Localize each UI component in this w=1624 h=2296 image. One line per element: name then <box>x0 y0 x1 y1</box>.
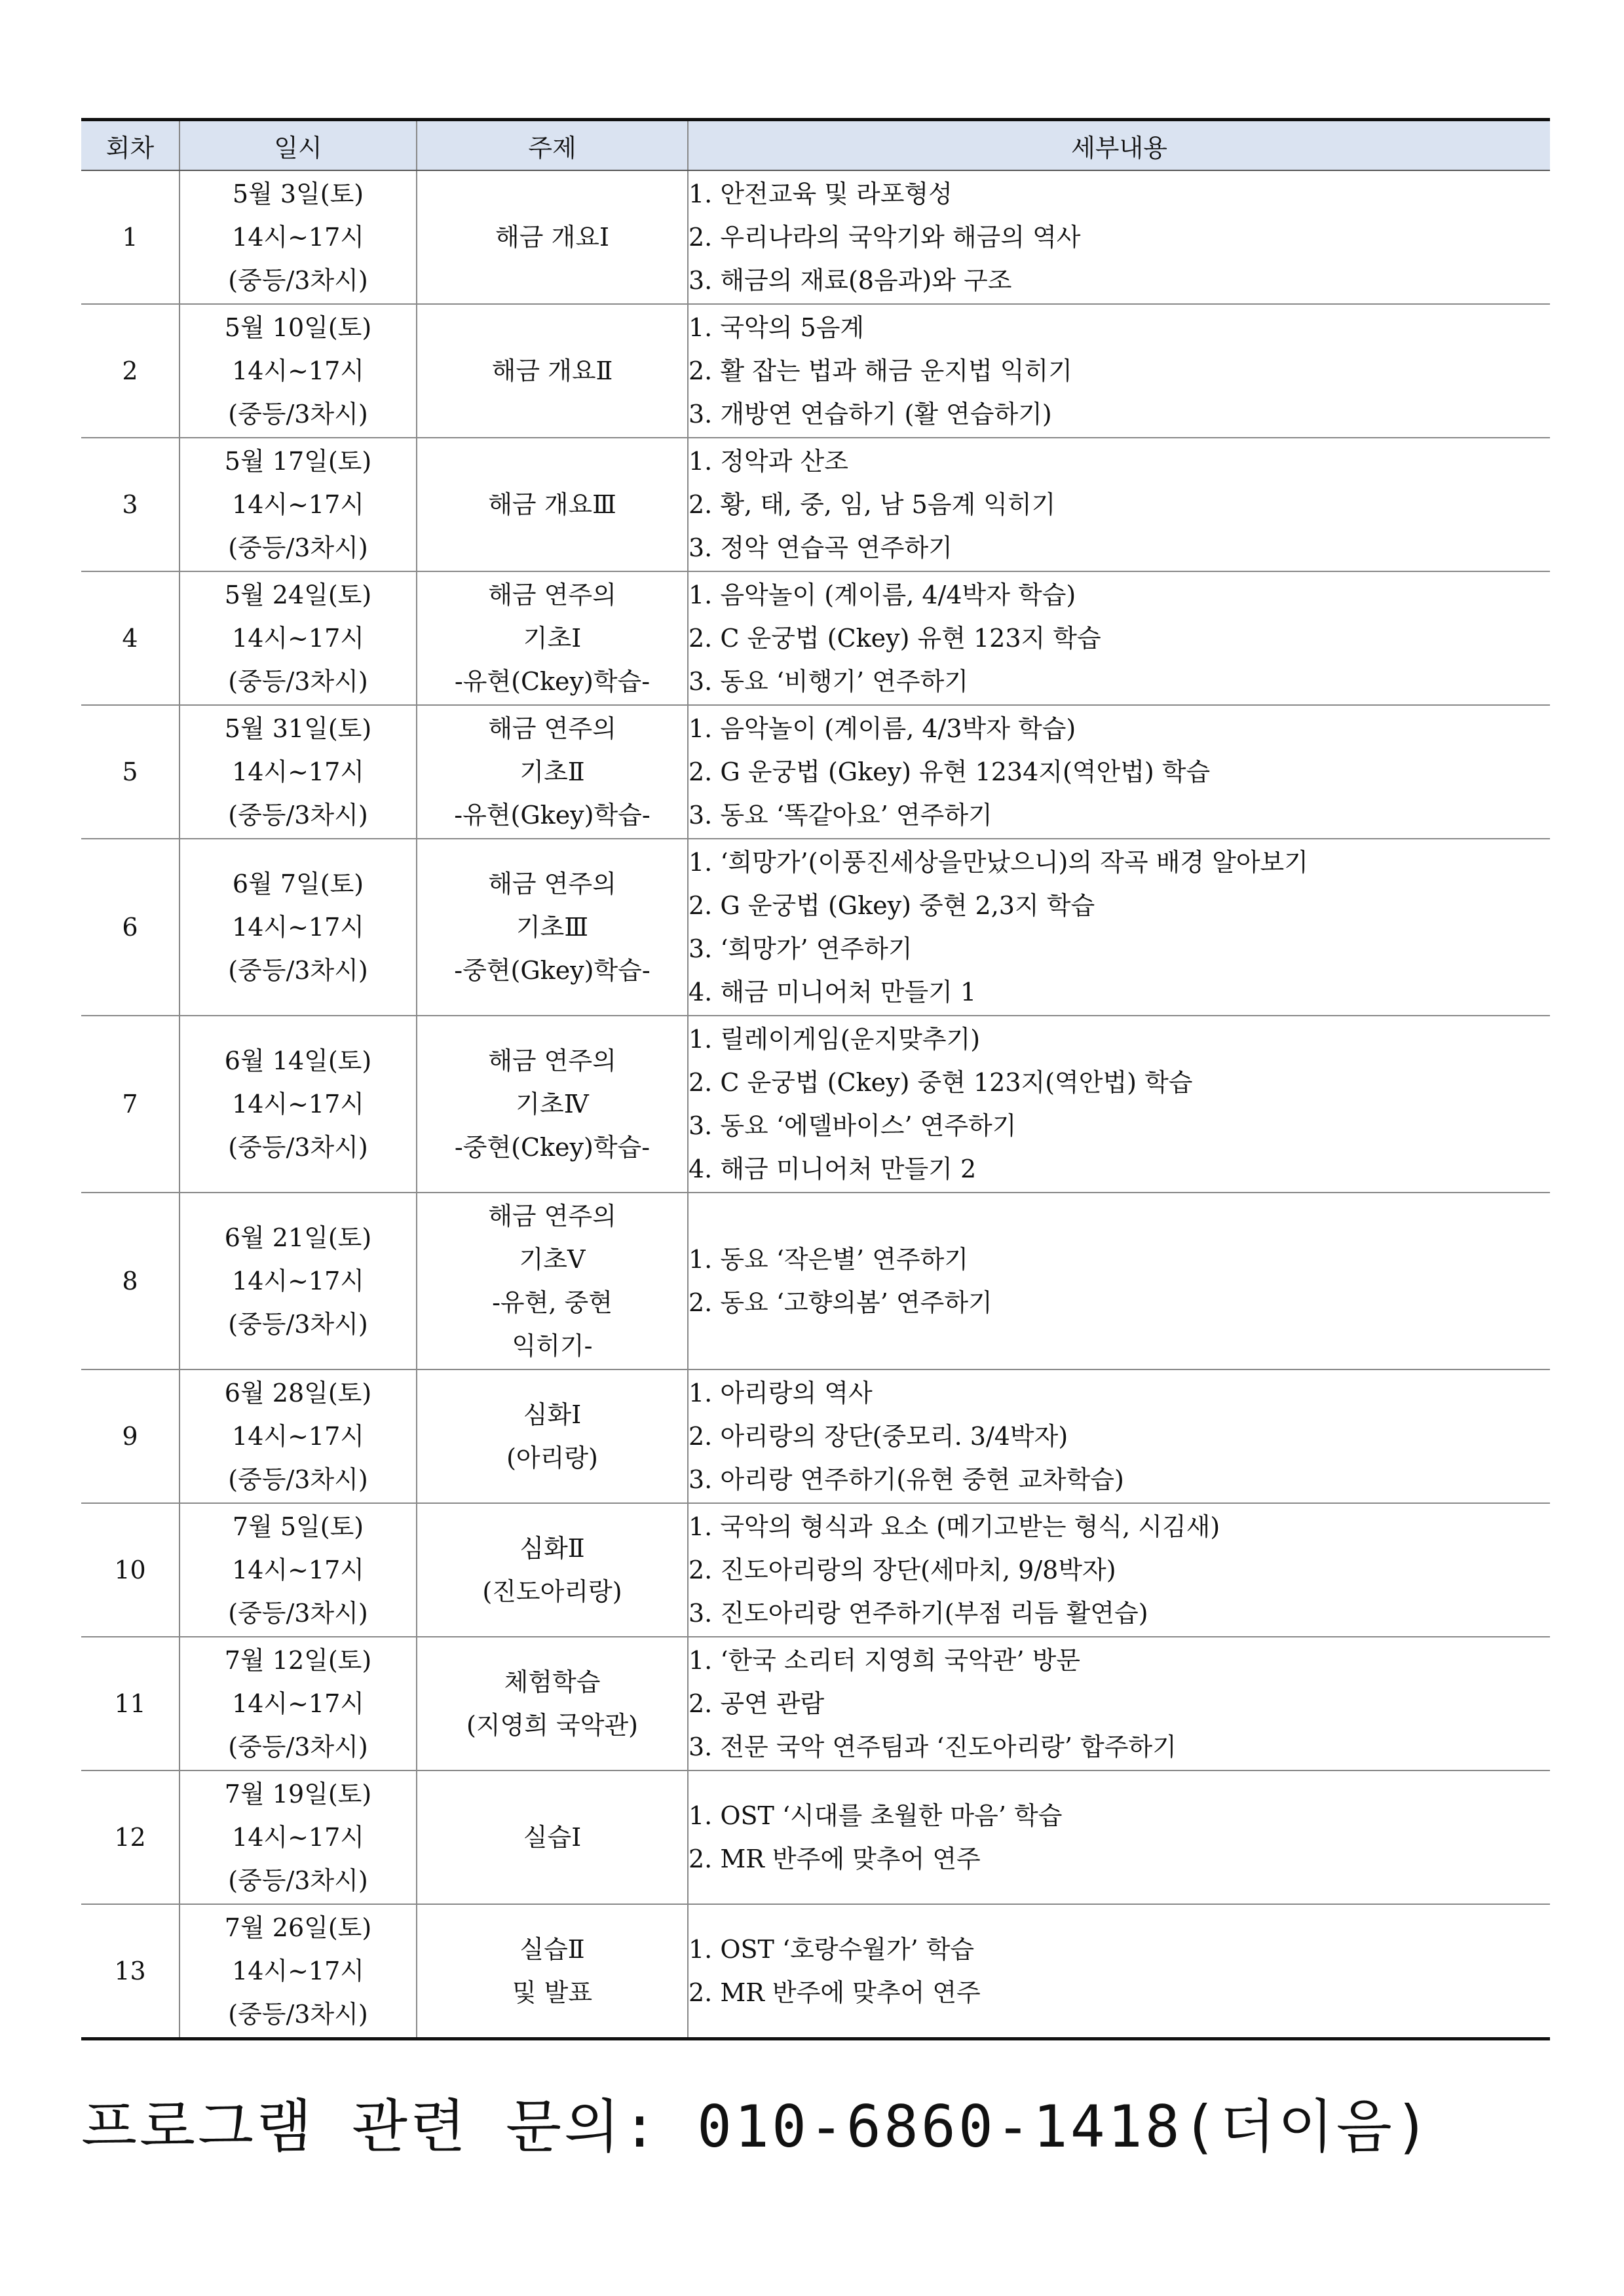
date-line: 14시~17시 <box>232 757 364 786</box>
topic-line: 기초Ⅰ <box>523 624 582 653</box>
detail-line: 1. 안전교육 및 라포형성 <box>689 180 953 208</box>
session-topic <box>417 1016 688 1193</box>
detail-line: 1. OST ‘호랑수월가’ 학습 <box>689 1935 975 1964</box>
session-number: 3 <box>81 438 179 571</box>
session-details <box>688 1193 1550 1369</box>
topic-line: 해금 연주의 <box>488 870 616 898</box>
detail-line: 1. 정악과 산조 <box>689 447 848 476</box>
session-date <box>179 1503 417 1637</box>
session-details <box>688 1369 1550 1503</box>
session-details <box>688 839 1550 1016</box>
session-topic <box>417 1503 688 1637</box>
session-number: 2 <box>81 304 179 438</box>
date-line: (중등/3차시) <box>228 266 368 295</box>
session-topic <box>417 1369 688 1503</box>
session-topic <box>417 170 688 304</box>
date-line: (중등/3차시) <box>228 1133 368 1162</box>
table-row <box>81 1016 1550 1193</box>
detail-line: 2. 황, 태, 중, 임, 남 5음계 익히기 <box>689 490 1056 519</box>
session-topic <box>417 438 688 571</box>
detail-line: 2. 동요 ‘고향의봄’ 연주하기 <box>689 1288 992 1317</box>
session-date <box>179 1770 417 1904</box>
table-row <box>81 304 1550 438</box>
session-details <box>688 1637 1550 1770</box>
topic-line: 실습Ⅰ <box>523 1823 582 1852</box>
topic-line: 기초Ⅲ <box>516 913 589 942</box>
date-line: (중등/3차시) <box>228 533 368 562</box>
date-line: 7월 5일(토) <box>232 1512 364 1541</box>
session-details <box>688 438 1550 571</box>
topic-line: -중현(Ckey)학습- <box>454 1133 651 1162</box>
schedule-body <box>81 170 1550 2039</box>
detail-line: 4. 해금 미니어처 만들기 2 <box>689 1155 977 1183</box>
date-line: 14시~17시 <box>232 1957 364 1985</box>
session-date <box>179 1904 417 2039</box>
header-details: 세부내용 <box>688 120 1550 171</box>
session-details <box>688 1904 1550 2039</box>
date-line: 5월 10일(토) <box>224 313 372 342</box>
date-line: (중등/3차시) <box>228 667 368 696</box>
date-line: 14시~17시 <box>232 1556 364 1584</box>
detail-line: 1. 음악놀이 (계이름, 4/3박자 학습) <box>689 714 1076 743</box>
topic-line: 심화Ⅰ <box>523 1400 582 1429</box>
date-line: 5월 3일(토) <box>232 180 364 208</box>
date-line: (중등/3차시) <box>228 956 368 985</box>
detail-line: 2. 아리랑의 장단(중모리. 3/4박자) <box>689 1422 1068 1451</box>
topic-line: 해금 개요Ⅰ <box>495 223 609 252</box>
session-date <box>179 705 417 839</box>
session-date <box>179 170 417 304</box>
session-number: 9 <box>81 1369 179 1503</box>
inquiry-contact: 프로그램 관련 문의: 010-6860-1418(더이음) <box>81 2093 1432 2160</box>
session-date <box>179 1016 417 1193</box>
topic-line: -유현(Ckey)학습- <box>454 667 651 696</box>
detail-line: 3. 개방연 연습하기 (활 연습하기) <box>689 400 1052 429</box>
topic-line: -중현(Gkey)학습- <box>454 956 651 985</box>
date-line: (중등/3차시) <box>228 1465 368 1494</box>
detail-line: 1. 동요 ‘작은별’ 연주하기 <box>689 1245 969 1274</box>
session-date <box>179 839 417 1016</box>
table-row <box>81 571 1550 705</box>
detail-line: 2. 진도아리랑의 장단(세마치, 9/8박자) <box>689 1556 1116 1584</box>
detail-line: 3. 해금의 재료(8음과)와 구조 <box>689 266 1012 295</box>
table-row <box>81 1637 1550 1770</box>
topic-line: 해금 연주의 <box>488 581 616 609</box>
date-line: 5월 24일(토) <box>224 581 372 609</box>
table-row <box>81 1369 1550 1503</box>
session-date <box>179 1637 417 1770</box>
detail-line: 2. MR 반주에 맞추어 연주 <box>689 1978 981 2007</box>
topic-line: (지영희 국악관) <box>466 1711 638 1740</box>
date-line: 6월 7일(토) <box>232 870 364 898</box>
topic-line: 실습Ⅱ <box>519 1935 585 1964</box>
table-row <box>81 438 1550 571</box>
detail-line: 2. C 운궁법 (Ckey) 중현 123지(역안법) 학습 <box>689 1068 1193 1097</box>
table-row <box>81 1193 1550 1369</box>
date-line: 5월 17일(토) <box>224 447 372 476</box>
detail-line: 3. 정악 연습곡 연주하기 <box>689 533 953 562</box>
session-details <box>688 1503 1550 1637</box>
date-line: (중등/3차시) <box>228 1599 368 1628</box>
date-line: 6월 28일(토) <box>224 1379 372 1407</box>
topic-line: (진도아리랑) <box>482 1577 622 1606</box>
detail-line: 1. ‘희망가’(이풍진세상을만났으니)의 작곡 배경 알아보기 <box>689 848 1308 877</box>
session-topic <box>417 705 688 839</box>
table-header-row <box>81 120 1550 171</box>
session-number: 13 <box>81 1904 179 2039</box>
date-line: 14시~17시 <box>232 1823 364 1852</box>
session-details <box>688 1016 1550 1193</box>
session-number: 4 <box>81 571 179 705</box>
date-line: 14시~17시 <box>232 356 364 385</box>
session-number: 1 <box>81 170 179 304</box>
date-line: (중등/3차시) <box>228 801 368 830</box>
session-number: 7 <box>81 1016 179 1193</box>
detail-line: 2. 활 잡는 법과 해금 운지법 익히기 <box>689 356 1072 385</box>
detail-line: 3. 아리랑 연주하기(유현 중현 교차학습) <box>689 1465 1124 1494</box>
date-line: 14시~17시 <box>232 223 364 252</box>
detail-line: 3. 전문 국악 연주팀과 ‘진도아리랑’ 합주하기 <box>689 1732 1177 1761</box>
topic-line: 해금 연주의 <box>488 714 616 743</box>
table-row <box>81 839 1550 1016</box>
table-row <box>81 1904 1550 2039</box>
topic-line: 및 발표 <box>512 1978 593 2007</box>
detail-line: 1. 국악의 5음계 <box>689 313 865 342</box>
session-date <box>179 571 417 705</box>
date-line: 14시~17시 <box>232 1422 364 1451</box>
topic-line: 해금 개요Ⅲ <box>488 490 616 519</box>
session-date <box>179 304 417 438</box>
detail-line: 3. ‘희망가’ 연주하기 <box>689 934 913 963</box>
table-row <box>81 1770 1550 1904</box>
session-topic <box>417 839 688 1016</box>
session-number: 11 <box>81 1637 179 1770</box>
date-line: 7월 19일(토) <box>224 1780 372 1808</box>
topic-line: 해금 연주의 <box>488 1202 616 1231</box>
date-line: 14시~17시 <box>232 1267 364 1295</box>
date-line: 14시~17시 <box>232 913 364 942</box>
session-topic <box>417 1193 688 1369</box>
detail-line: 2. 우리나라의 국악기와 해금의 역사 <box>689 223 1081 252</box>
detail-line: 2. C 운궁법 (Ckey) 유현 123지 학습 <box>689 624 1101 653</box>
session-topic <box>417 304 688 438</box>
date-line: 14시~17시 <box>232 490 364 519</box>
session-topic <box>417 1904 688 2039</box>
detail-line: 1. 릴레이게임(운지맞추기) <box>689 1025 981 1054</box>
date-line: 14시~17시 <box>232 1689 364 1718</box>
schedule-page <box>81 118 1550 2040</box>
session-details <box>688 1770 1550 1904</box>
date-line: 7월 26일(토) <box>224 1913 372 1942</box>
date-line: (중등/3차시) <box>228 1866 368 1895</box>
date-line: (중등/3차시) <box>228 400 368 429</box>
session-date <box>179 438 417 571</box>
date-line: (중등/3차시) <box>228 1310 368 1339</box>
topic-line: 체험학습 <box>504 1668 601 1696</box>
date-line: 6월 21일(토) <box>224 1223 372 1252</box>
session-number: 5 <box>81 705 179 839</box>
header-session: 회차 <box>81 120 179 171</box>
session-number: 10 <box>81 1503 179 1637</box>
session-details <box>688 571 1550 705</box>
header-topic: 주제 <box>417 120 688 171</box>
table-row <box>81 1503 1550 1637</box>
session-number: 12 <box>81 1770 179 1904</box>
date-line: 5월 31일(토) <box>224 714 372 743</box>
date-line: 7월 12일(토) <box>224 1646 372 1675</box>
date-line: (중등/3차시) <box>228 2000 368 2029</box>
detail-line: 2. G 운궁법 (Gkey) 중현 2,3지 학습 <box>689 891 1095 920</box>
topic-line: 심화Ⅱ <box>519 1534 585 1563</box>
session-date <box>179 1369 417 1503</box>
session-number: 8 <box>81 1193 179 1369</box>
table-row <box>81 705 1550 839</box>
header-date: 일시 <box>179 120 417 171</box>
session-details <box>688 304 1550 438</box>
detail-line: 1. ‘한국 소리터 지영희 국악관’ 방문 <box>689 1646 1081 1675</box>
detail-line: 1. 국악의 형식과 요소 (메기고받는 형식, 시김새) <box>689 1512 1220 1541</box>
session-date <box>179 1193 417 1369</box>
session-topic <box>417 1770 688 1904</box>
detail-line: 1. 아리랑의 역사 <box>689 1379 873 1407</box>
topic-line: 기초Ⅴ <box>519 1245 586 1274</box>
date-line: (중등/3차시) <box>228 1732 368 1761</box>
detail-line: 3. 동요 ‘에델바이스’ 연주하기 <box>689 1111 1017 1140</box>
session-details <box>688 170 1550 304</box>
detail-line: 3. 진도아리랑 연주하기(부점 리듬 활연습) <box>689 1599 1148 1628</box>
detail-line: 2. MR 반주에 맞추어 연주 <box>689 1845 981 1873</box>
session-number: 6 <box>81 839 179 1016</box>
schedule-table <box>81 118 1550 2040</box>
topic-line: 기초Ⅳ <box>516 1090 589 1119</box>
topic-line: 해금 개요Ⅱ <box>491 356 613 385</box>
topic-line: 해금 연주의 <box>488 1046 616 1075</box>
topic-line: 기초Ⅱ <box>519 757 585 786</box>
detail-line: 4. 해금 미니어처 만들기 1 <box>689 978 977 1006</box>
session-topic <box>417 1637 688 1770</box>
date-line: 6월 14일(토) <box>224 1046 372 1075</box>
date-line: 14시~17시 <box>232 624 364 653</box>
detail-line: 1. OST ‘시대를 초월한 마음’ 학습 <box>689 1801 1063 1830</box>
session-topic <box>417 571 688 705</box>
detail-line: 3. 동요 ‘비행기’ 연주하기 <box>689 667 969 696</box>
topic-line: -유현, 중현 <box>492 1288 613 1317</box>
topic-line: (아리랑) <box>506 1444 598 1472</box>
topic-line: 익히기- <box>512 1331 593 1360</box>
detail-line: 3. 동요 ‘똑같아요’ 연주하기 <box>689 801 992 830</box>
table-row <box>81 170 1550 304</box>
date-line: 14시~17시 <box>232 1090 364 1119</box>
topic-line: -유현(Gkey)학습- <box>454 801 651 830</box>
detail-line: 2. G 운궁법 (Gkey) 유현 1234지(역안법) 학습 <box>689 757 1211 786</box>
detail-line: 2. 공연 관람 <box>689 1689 825 1718</box>
session-details <box>688 705 1550 839</box>
detail-line: 1. 음악놀이 (계이름, 4/4박자 학습) <box>689 581 1076 609</box>
